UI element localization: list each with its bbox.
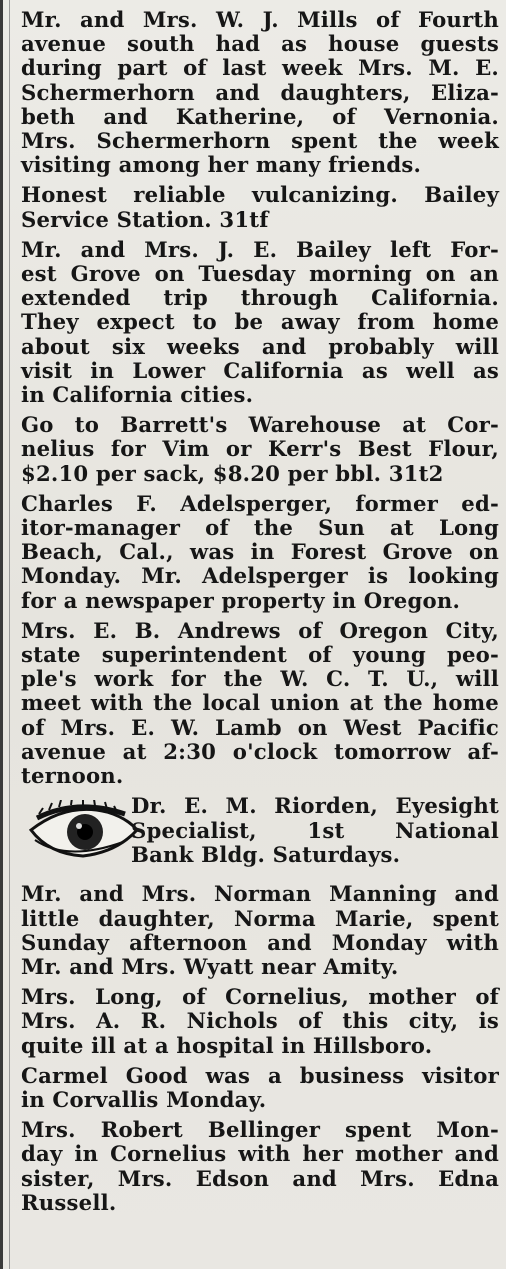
text-line: itor-manager of the Sun at Long	[21, 515, 499, 541]
news-item	[21, 1064, 499, 1112]
text-line: Mrs. A. R. Nichols of this city, is	[21, 1008, 499, 1034]
text-line: avenue south had as house guests	[21, 31, 499, 57]
text-line: est Grove on Tuesday morning on an	[21, 261, 499, 287]
text-line: avenue at 2:30 o'clock tomorrow af-	[21, 738, 499, 764]
text-line: Charles F. Adelsperger, former ed-	[21, 490, 499, 516]
ad-text	[131, 794, 499, 867]
text-line: They expect to be away from home	[21, 309, 499, 335]
text-line: Mrs. E. B. Andrews of Oregon City,	[21, 617, 499, 643]
text-line: Service Station. 31tf	[21, 206, 269, 232]
text-line: extended trip through California.	[21, 285, 499, 311]
column-rule	[9, 0, 10, 1269]
text-line: meet with the local union at the home	[21, 690, 499, 716]
text-line: nelius for Vim or Kerr's Best Flour,	[21, 436, 499, 462]
items-after	[21, 882, 499, 1215]
news-item	[21, 238, 499, 407]
news-item	[21, 985, 499, 1058]
news-column	[21, 8, 499, 1221]
text-line: Sunday afternoon and Monday with	[21, 929, 499, 955]
text-line: $2.10 per sack, $8.20 per bbl. 31t2	[21, 460, 444, 486]
text-line: quite ill at a hospital in Hillsboro.	[21, 1032, 433, 1058]
text-line: visiting among her many friends.	[21, 152, 422, 178]
text-line: little daughter, Norma Marie, spent	[21, 905, 499, 931]
news-item	[21, 1118, 499, 1215]
text-line: Mr. and Mrs. Norman Manning and	[21, 881, 499, 907]
text-line: ternoon.	[21, 763, 124, 789]
ad-line: Bank Bldg. Saturdays.	[131, 842, 401, 868]
text-line: Mr. and Mrs. J. E. Bailey left For-	[21, 236, 499, 262]
text-line: Schermerhorn and daughters, Eliza-	[21, 79, 499, 105]
text-line: Mr. and Mrs. W. J. Mills of Fourth	[21, 7, 499, 32]
news-item	[21, 413, 499, 486]
text-line: about six weeks and probably will	[21, 333, 499, 359]
text-line: Mrs. Long, of Cornelius, mother of	[21, 984, 499, 1010]
text-line: Monday. Mr. Adelsperger is looking	[21, 563, 499, 589]
news-item	[21, 183, 499, 231]
text-line: Russell.	[21, 1189, 117, 1215]
text-line: Mrs. Schermerhorn spent the week	[21, 128, 499, 154]
ad-line: Dr. E. M. Riorden, Eyesight	[131, 793, 499, 819]
text-line: state superintendent of young peo-	[21, 642, 499, 668]
news-item	[21, 492, 499, 613]
text-line: during part of last week Mrs. M. E.	[21, 55, 499, 81]
news-item	[21, 619, 499, 788]
text-line: Honest reliable vulcanizing. Bailey	[21, 182, 499, 208]
text-line: in Corvallis Monday.	[21, 1086, 267, 1112]
ad-line: Specialist, 1st National	[131, 817, 499, 843]
eye-icon	[27, 800, 139, 862]
eyesight-specialist-ad	[21, 794, 499, 876]
text-line: day in Cornelius with her mother and	[21, 1141, 499, 1167]
text-line: Mr. and Mrs. Wyatt near Amity.	[21, 953, 399, 979]
items-before	[21, 8, 499, 788]
news-item	[21, 8, 499, 177]
text-line: sister, Mrs. Edson and Mrs. Edna	[21, 1165, 499, 1191]
text-line: Carmel Good was a business visitor	[21, 1062, 499, 1088]
text-line: Go to Barrett's Warehouse at Cor-	[21, 412, 499, 438]
text-line: for a newspaper property in Oregon.	[21, 587, 461, 613]
text-line: of Mrs. E. W. Lamb on West Pacific	[21, 714, 499, 740]
text-line: Beach, Cal., was in Forest Grove on	[21, 539, 499, 565]
text-line: in California cities.	[21, 382, 254, 408]
text-line: visit in Lower California as well as	[21, 357, 499, 383]
text-line: ple's work for the W. C. T. U., will	[21, 666, 499, 692]
text-line: Mrs. Robert Bellinger spent Mon-	[21, 1117, 499, 1143]
text-line: beth and Katherine, of Vernonia.	[21, 103, 499, 129]
news-item	[21, 882, 499, 979]
